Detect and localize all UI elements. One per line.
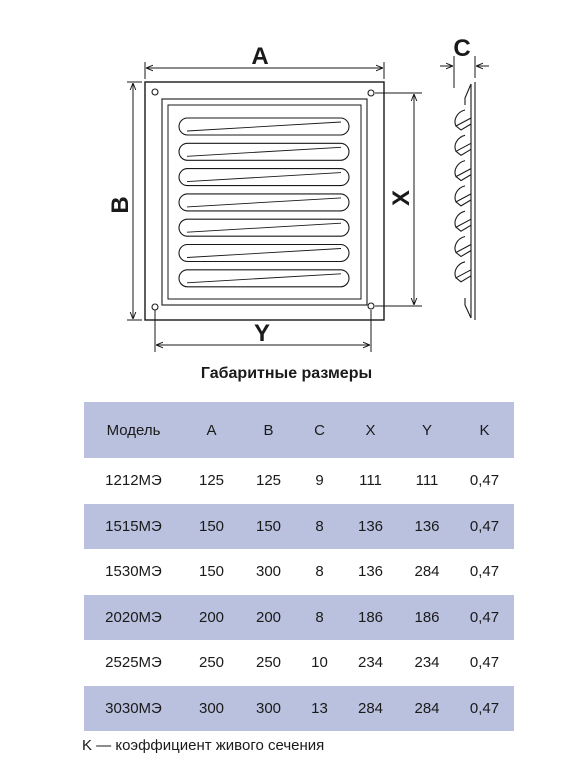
cell-b: 300 [255, 563, 282, 581]
cell-a: 125 [198, 472, 225, 490]
cell-c: 8 [315, 517, 324, 535]
cell-k: 0,47 [469, 563, 500, 581]
dimension-label-c: C [453, 35, 471, 62]
cell-x: 234 [357, 654, 384, 672]
louver-crease [187, 122, 341, 131]
louver-crease [187, 223, 341, 232]
cell-c: 8 [315, 563, 324, 581]
cell-b: 250 [255, 654, 282, 672]
header-k: K [479, 421, 490, 439]
louver-group [179, 118, 349, 287]
side-view [455, 82, 475, 320]
footnote: K — коэффициент живого сечения [82, 737, 325, 754]
header-y: Y [421, 421, 432, 439]
grille-dimension-drawing [0, 0, 573, 360]
header-a: A [206, 421, 217, 439]
louver-crease [187, 274, 341, 283]
table-row [84, 686, 514, 732]
cell-b: 300 [255, 699, 282, 717]
cell-a: 250 [198, 654, 225, 672]
header-c: C [314, 421, 325, 439]
dimension-label-a: A [251, 43, 269, 70]
cell-x: 111 [359, 472, 382, 490]
side-louver-blade [455, 237, 471, 253]
table-row [84, 640, 514, 686]
section-title: Габаритные размеры [200, 365, 373, 382]
louver-crease [187, 198, 341, 207]
cell-c: 10 [311, 654, 328, 672]
cell-b: 150 [255, 517, 282, 535]
cell-y: 234 [414, 654, 440, 672]
dimension-label-x: X [388, 189, 415, 207]
table-row [84, 458, 514, 504]
side-louver-blade [455, 161, 471, 177]
cell-y: 284 [414, 563, 440, 581]
mount-hole-bottom-right [368, 303, 374, 309]
cell-a: 200 [198, 608, 225, 626]
louver-crease [187, 249, 341, 258]
cell-y: 136 [414, 517, 440, 535]
cell-model: 1530МЭ [105, 563, 162, 581]
side-louver-blade [455, 186, 471, 202]
side-louver-blade [455, 262, 471, 278]
cell-a: 150 [198, 563, 225, 581]
dimension-label-b: B [107, 196, 134, 214]
cell-k: 0,47 [469, 517, 500, 535]
cell-y: 284 [414, 699, 440, 717]
dimension-label-y: Y [253, 320, 271, 347]
cell-x: 136 [357, 563, 384, 581]
table-row [84, 504, 514, 550]
cell-c: 9 [315, 472, 324, 490]
header-b: B [263, 421, 274, 439]
mount-hole-bottom-left [152, 304, 158, 310]
cell-model: 1515МЭ [105, 517, 162, 535]
header-model: Модель [106, 421, 161, 439]
cell-b: 200 [255, 608, 282, 626]
cell-b: 125 [255, 472, 282, 490]
mount-hole-top-left [152, 89, 158, 95]
cell-a: 150 [198, 517, 225, 535]
cell-model: 2525МЭ [105, 654, 162, 672]
louver-crease [187, 147, 341, 156]
table-header-row [84, 402, 514, 458]
cell-x: 284 [357, 699, 384, 717]
cell-model: 3030МЭ [105, 699, 162, 717]
cell-a: 300 [198, 699, 225, 717]
cell-k: 0,47 [469, 654, 500, 672]
cell-k: 0,47 [469, 699, 500, 717]
cell-x: 186 [357, 608, 384, 626]
side-louver-blade [455, 211, 471, 227]
header-x: X [365, 421, 376, 439]
side-louver-blade [455, 110, 471, 126]
cell-c: 13 [311, 699, 328, 717]
cell-c: 8 [315, 608, 324, 626]
side-bevel-bottom [465, 298, 471, 318]
mount-hole-top-right [368, 90, 374, 96]
side-louver-profile [455, 110, 471, 282]
side-louver-blade [455, 135, 471, 151]
cell-x: 136 [357, 517, 384, 535]
cell-model: 2020МЭ [105, 608, 162, 626]
louver-crease [187, 173, 341, 182]
cell-k: 0,47 [469, 472, 500, 490]
front-view [145, 82, 384, 320]
cell-k: 0,47 [469, 608, 500, 626]
cell-model: 1212МЭ [105, 472, 162, 490]
table-row [84, 549, 514, 595]
side-bevel-top [465, 84, 471, 105]
dimensions-table [84, 402, 514, 731]
cell-y: 111 [415, 472, 439, 490]
table-row [84, 595, 514, 641]
cell-y: 186 [414, 608, 440, 626]
